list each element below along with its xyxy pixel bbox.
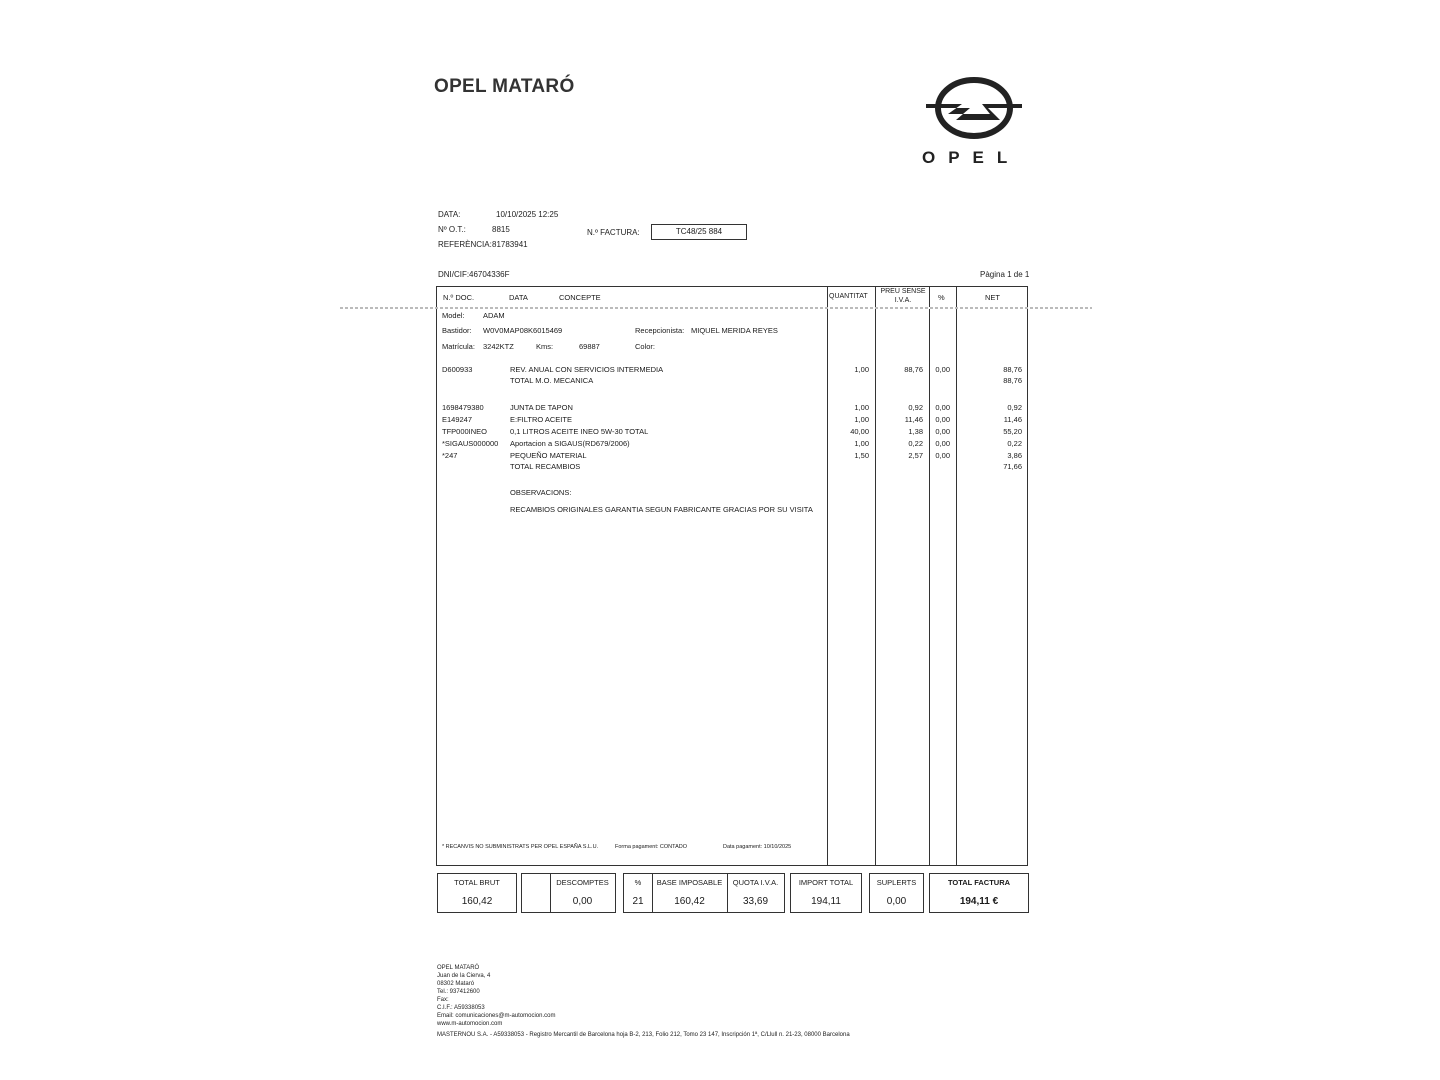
row-concept: JUNTA DE TAPON [510, 403, 573, 412]
ot-label: Nº O.T.: [438, 225, 466, 234]
dni-value: 46704336F [469, 270, 510, 279]
row-concept: Aportacion a SIGAUS(RD679/2006) [510, 439, 630, 448]
row-percent: 0,00 [935, 415, 950, 424]
header-price-line1: PREU SENSE [880, 288, 926, 295]
taxable-base-label: BASE IMPOSABLE [656, 878, 723, 887]
date-value: 10/10/2025 12:25 [496, 210, 559, 219]
row-net: 88,76 [1003, 365, 1022, 374]
row-quantity: 1,00 [854, 403, 869, 412]
column-divider [875, 287, 876, 865]
reference-value: 81783941 [492, 240, 528, 249]
opel-logo-icon [918, 74, 1026, 151]
invoice-total-box [929, 873, 1029, 913]
discounts-label: DESCOMPTES [556, 878, 609, 887]
row-net: 55,20 [1003, 427, 1022, 436]
page-indicator: Pàgina 1 de 1 [980, 270, 1030, 279]
supplements-value: 0,00 [886, 896, 907, 907]
ot-value: 8815 [492, 225, 510, 234]
row-net: 11,46 [1003, 415, 1022, 424]
discounts-value: 0,00 [572, 896, 593, 907]
footer-phone: Tel.: 937412600 [437, 989, 480, 995]
row-price: 0,22 [908, 439, 923, 448]
date-label: DATA: [438, 210, 461, 219]
footer-fax: Fax: [437, 997, 449, 1003]
row-code: TFP000INEO [442, 427, 488, 436]
row-price: 0,92 [908, 403, 923, 412]
row-percent: 0,00 [935, 451, 950, 460]
row-price: 88,76 [904, 365, 923, 374]
color-label: Color: [635, 342, 656, 351]
footer-cif: C.I.F.: A59338053 [437, 1005, 485, 1011]
row-concept: REV. ANUAL CON SERVICIOS INTERMEDIA [510, 365, 664, 374]
vat-quota-value: 33,69 [742, 896, 769, 907]
header-concept: CONCEPTE [559, 293, 601, 302]
table-header [437, 287, 1027, 308]
row-concept: TOTAL M.O. MECANICA [510, 376, 594, 385]
model-value: ADAM [483, 311, 505, 320]
invoice-lines-table [436, 286, 1028, 866]
row-concept: TOTAL RECAMBIOS [510, 462, 581, 471]
row-net: 0,22 [1007, 439, 1022, 448]
row-quantity: 1,00 [854, 439, 869, 448]
observations-text: RECAMBIOS ORIGINALES GARANTIA SEGUN FABRICANTE GRACIAS POR SU VISITA [510, 505, 813, 514]
invoice-total-label: TOTAL FACTURA [947, 878, 1011, 887]
total-gross-label: TOTAL BRUT [454, 878, 500, 887]
row-percent: 0,00 [935, 403, 950, 412]
invoice-total-value: 194,11 € [959, 896, 999, 907]
logo-wordmark: OPEL [922, 148, 1021, 167]
row-net: 71,66 [1003, 462, 1022, 471]
invoice-number-label: N.º FACTURA: [587, 228, 640, 237]
reference-label: REFERÈNCIA: [438, 240, 492, 249]
model-label: Model: [442, 311, 465, 320]
vat-quota-label: QUOTA I.V.A. [732, 878, 779, 887]
row-price: 2,57 [908, 451, 923, 460]
row-code: *SIGAUS000000 [442, 439, 499, 448]
header-net: NET [985, 293, 1000, 302]
receptionist-label: Recepcionista: [635, 326, 685, 335]
import-total-value: 194,11 [811, 896, 841, 907]
invoice-number-value: TC48/25 884 [651, 224, 747, 240]
footer-email: Email: comunicaciones@m-automocion.com [437, 1013, 556, 1019]
column-divider [956, 287, 957, 865]
taxable-base-value: 160,42 [674, 896, 705, 907]
row-code: D600933 [442, 365, 473, 374]
tax-box [623, 873, 785, 913]
import-total-label: IMPORT TOTAL [798, 878, 854, 887]
row-percent: 0,00 [935, 365, 950, 374]
column-divider [827, 287, 828, 865]
tax-percent-label: % [634, 878, 642, 887]
column-divider [929, 287, 930, 865]
header-date: DATA [509, 293, 528, 302]
company-name: OPEL MATARÓ [434, 76, 575, 97]
row-net: 0,92 [1007, 403, 1022, 412]
observations-label: OBSERVACIONS: [510, 488, 572, 497]
footer-city: 08302 Mataró [437, 981, 475, 987]
row-quantity: 1,50 [854, 451, 869, 460]
header-percent: % [938, 293, 945, 302]
supplements-box [869, 873, 924, 913]
row-concept: 0,1 LITROS ACEITE INEO 5W-30 TOTAL [510, 427, 649, 436]
row-quantity: 40,00 [850, 427, 869, 436]
row-code: E149247 [442, 415, 473, 424]
discounts-box [521, 873, 616, 913]
plate-label: Matrícula: [442, 342, 475, 351]
row-concept: PEQUEÑO MATERIAL [510, 451, 587, 460]
row-quantity: 1,00 [854, 365, 869, 374]
payment-date: Data pagament: 10/10/2025 [723, 844, 792, 850]
row-code: *247 [442, 451, 458, 460]
row-concept: E:FILTRO ACEITE [510, 415, 572, 424]
row-net: 3,86 [1007, 451, 1022, 460]
row-price: 11,46 [904, 415, 923, 424]
footer-street: Juan de la Cierva, 4 [437, 973, 491, 979]
receptionist-value: MIQUEL MERIDA REYES [691, 326, 778, 335]
kms-label: Kms: [536, 342, 554, 351]
row-percent: 0,00 [935, 427, 950, 436]
total-gross-box [437, 873, 517, 913]
row-percent: 0,00 [935, 439, 950, 448]
scan-artifact-line [340, 307, 1092, 309]
chassis-value: W0V0MAP08K6015469 [483, 326, 563, 335]
supplements-label: SUPLERTS [876, 878, 917, 887]
row-quantity: 1,00 [854, 415, 869, 424]
tax-percent-value: 21 [632, 896, 644, 907]
header-ndoc: N.º DOC. [443, 293, 475, 302]
plate-value: 3242KTZ [483, 342, 514, 351]
row-net: 88,76 [1003, 376, 1022, 385]
row-price: 1,38 [908, 427, 923, 436]
kms-value: 69887 [579, 342, 600, 351]
import-total-box [790, 873, 862, 913]
chassis-label: Bastidor: [442, 326, 472, 335]
header-quantity: QUANTITAT [829, 293, 868, 300]
footer-company: OPEL MATARÓ [437, 965, 480, 971]
total-gross-value: 160,42 [461, 896, 493, 907]
footer-website: www.m-automocion.com [437, 1021, 503, 1027]
footer-registry: MASTERNOU S.A. - A59338053 - Registro Mercantil de Barcelona hoja B-2, 213, Folio 212, Tomo 23 147, Inscripción 1ª, C/Llull n. 21-23, 08000 Barcelona [437, 1032, 850, 1038]
dni-label: DNI/CIF: [438, 270, 470, 279]
payment-method: Forma pagament: CONTADO [615, 844, 688, 850]
supplier-note: * RECANVIS NO SUBMINISTRATS PER OPEL ESPAÑA S.L.U. [442, 844, 599, 850]
header-price-line2: I.V.A. [894, 297, 912, 304]
row-code: 1698479380 [442, 403, 484, 412]
